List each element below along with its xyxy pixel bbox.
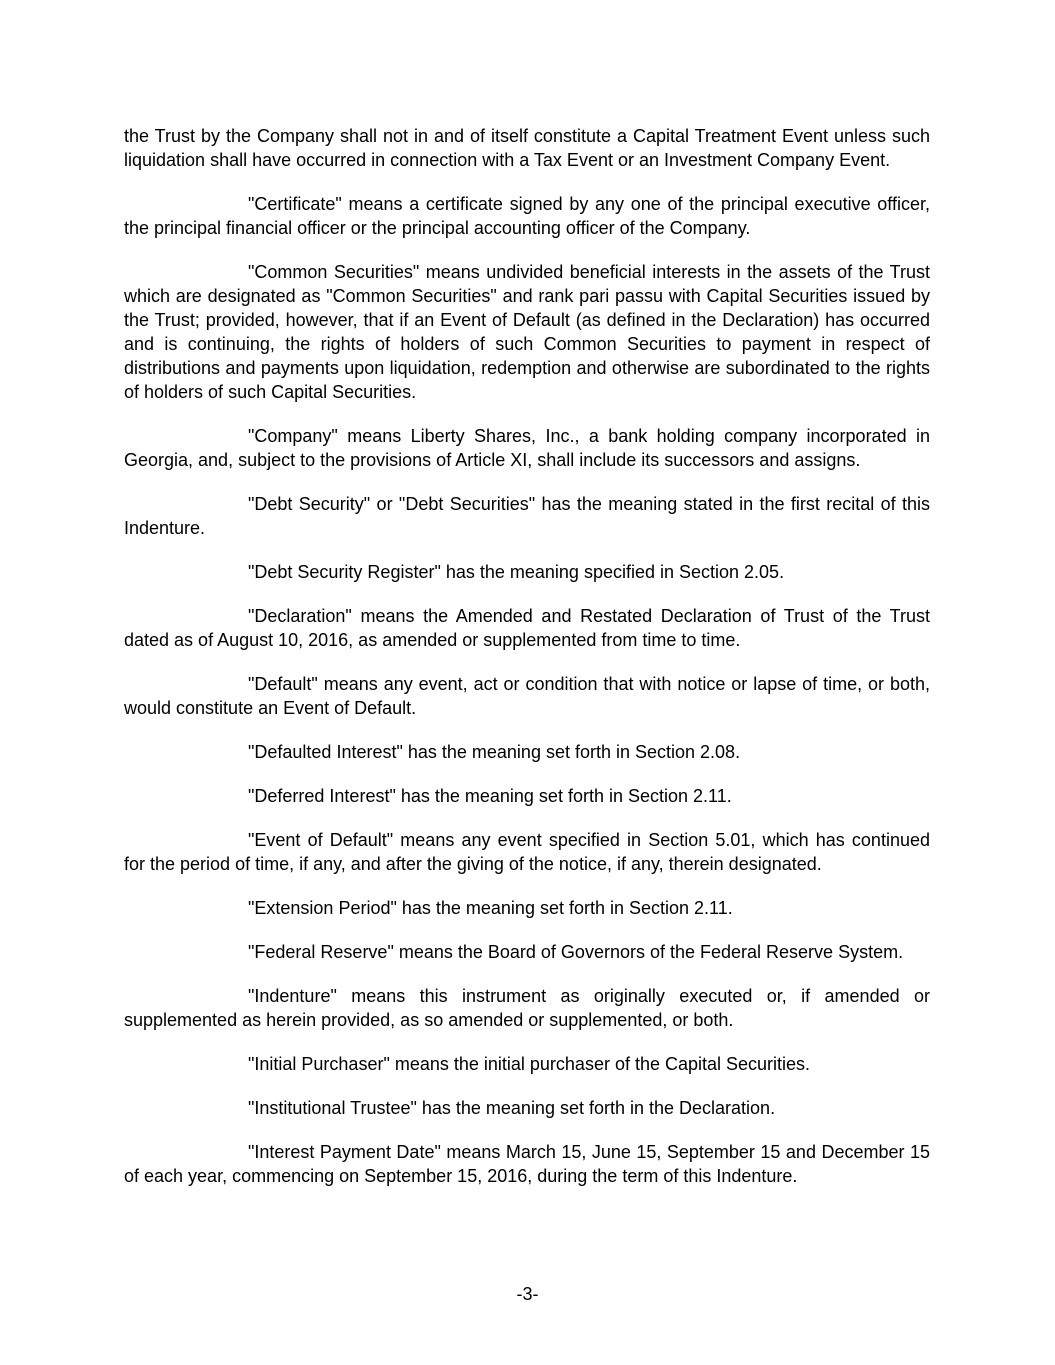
definition-company: "Company" means Liberty Shares, Inc., a bank holding company incorporated in Georgia, and, subject to the provisions of Article XI, shall include its successors and assigns. (124, 426, 930, 470)
page-number: -3- (516, 1284, 539, 1304)
definition-extension-period: "Extension Period" has the meaning set forth in Section 2.11. (248, 898, 733, 918)
definition-institutional-trustee: "Institutional Trustee" has the meaning set forth in the Declaration. (248, 1098, 776, 1118)
document-body (124, 124, 930, 1208)
definition-common-securities: "Common Securities" means undivided beneficial interests in the assets of the Trust which are designated as "Common Securities" and rank pari passu with Capital Securities issued by the Trust; provided, however, that if an Event of Default (as defined in the Declaration) has occurred and is continuing, the rights of holders of such Common Securities to payment in respect of distributions and payments upon liquidation, redemption and otherwise are subordinated to the rights of holders of such Capital Securities. (124, 262, 930, 402)
definition-initial-purchaser: "Initial Purchaser" means the initial purchaser of the Capital Securities. (248, 1054, 811, 1074)
definition-debt-security-register: "Debt Security Register" has the meaning specified in Section 2.05. (248, 562, 785, 582)
definition-declaration: "Declaration" means the Amended and Restated Declaration of Trust of the Trust dated as of August 10, 2016, as amended or supplemented from time to time. (124, 606, 930, 650)
definition-deferred-interest: "Deferred Interest" has the meaning set forth in Section 2.11. (248, 786, 732, 806)
definition-certificate: "Certificate" means a certificate signed by any one of the principal executive officer, the principal financial officer or the principal accounting officer of the Company. (124, 194, 930, 238)
definition-indenture: "Indenture" means this instrument as originally executed or, if amended or supplemented as herein provided, as so amended or supplemented, or both. (124, 986, 930, 1030)
definition-interest-payment-date: "Interest Payment Date" means March 15, June 15, September 15 and December 15 of each year, commencing on September 15, 2016, during the term of this Indenture. (124, 1142, 930, 1186)
definition-defaulted-interest: "Defaulted Interest" has the meaning set forth in Section 2.08. (248, 742, 741, 762)
paragraph-continuation: the Trust by the Company shall not in and of itself constitute a Capital Treatment Event unless such liquidation shall have occurred in connection with a Tax Event or an Investment Company Event. (124, 126, 930, 170)
definition-event-of-default: "Event of Default" means any event specified in Section 5.01, which has continued for the period of time, if any, and after the giving of the notice, if any, therein designated. (124, 830, 930, 874)
definition-federal-reserve: "Federal Reserve" means the Board of Governors of the Federal Reserve System. (248, 942, 904, 962)
definition-debt-security: "Debt Security" or "Debt Securities" has the meaning stated in the first recital of this Indenture. (124, 494, 930, 538)
definition-default: "Default" means any event, act or condition that with notice or lapse of time, or both, would constitute an Event of Default. (124, 674, 930, 718)
